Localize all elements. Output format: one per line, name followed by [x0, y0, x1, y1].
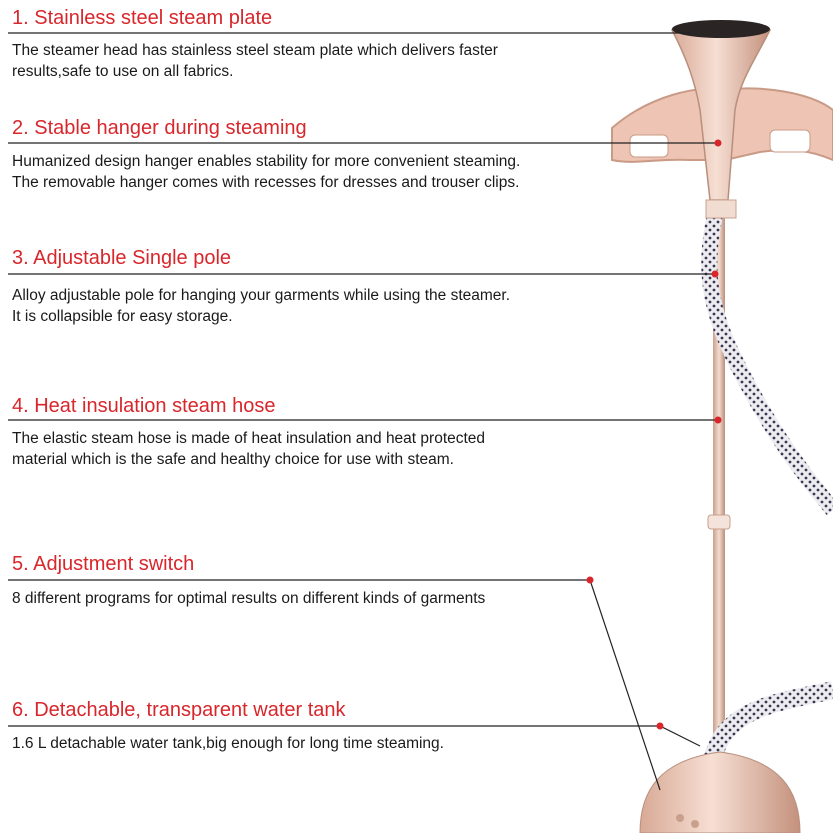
leader-line-5	[8, 580, 660, 790]
marker-dot-2	[715, 140, 722, 147]
feature-description-line: Alloy adjustable pole for hanging your garments while using the steamer.	[12, 287, 511, 304]
feature-description-line: results,safe to use on all fabrics.	[12, 63, 234, 80]
feature-description	[12, 151, 520, 193]
feature-description	[12, 733, 444, 754]
marker-dot-6	[657, 723, 664, 730]
feature-description-line: Humanized design hanger enables stability for more convenient steaming.	[12, 153, 521, 170]
feature-description	[12, 428, 485, 470]
feature-description-line: 8 different programs for optimal results on different kinds of garments	[12, 590, 486, 607]
feature-description-line: It is collapsible for easy storage.	[12, 308, 233, 325]
feature-description-line: The elastic steam hose is made of heat insulation and heat protected	[12, 430, 486, 447]
feature-description	[12, 40, 498, 82]
feature-title: 4. Heat insulation steam hose	[12, 395, 276, 417]
feature-title: 3. Adjustable Single pole	[12, 247, 232, 269]
feature-description	[12, 285, 510, 327]
feature-title: 6. Detachable, transparent water tank	[12, 699, 346, 721]
feature-description-line: The steamer head has stainless steel steam plate which delivers faster	[12, 42, 498, 59]
marker-dot-3	[712, 271, 719, 278]
marker-dot-5	[587, 577, 594, 584]
marker-dot-4	[715, 417, 722, 424]
feature-description-line: The removable hanger comes with recesses for dresses and trouser clips.	[12, 174, 520, 191]
feature-description	[12, 588, 485, 609]
feature-description-line: 1.6 L detachable water tank,big enough for long time steaming.	[12, 735, 444, 752]
feature-title: 5. Adjustment switch	[12, 553, 195, 575]
feature-title: 2. Stable hanger during steaming	[12, 117, 307, 139]
feature-description-line: material which is the safe and healthy choice for use with steam.	[12, 451, 454, 468]
feature-title: 1. Stainless steel steam plate	[12, 7, 273, 29]
